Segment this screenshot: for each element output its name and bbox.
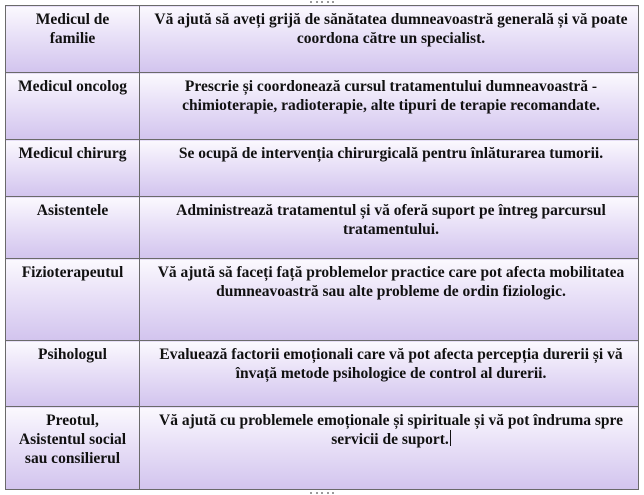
table-row (6, 73, 639, 140)
table-row (6, 6, 639, 73)
role-cell[interactable]: Preotul, Asistentul social sau consilierul (6, 407, 140, 490)
table-row (6, 197, 639, 259)
description-cell[interactable] (140, 407, 639, 490)
role-cell[interactable]: Asistentele (6, 197, 140, 259)
description-cell[interactable]: Vă ajută să faceți față problemelor practice care pot afecta mobilitatea dumneavoastră sau alte probleme de ordin fiziologic. (140, 259, 639, 341)
description-cell[interactable]: Administrează tratamentul și vă oferă suport pe întreg parcursul tratamentului. (140, 197, 639, 259)
table-resize-handle-top[interactable] (310, 0, 334, 4)
table-row (6, 407, 639, 490)
description-text: Vă ajută cu problemele emoționale și spirituale și vă pot îndruma spre servicii de suport. (159, 412, 623, 448)
table-row (6, 341, 639, 407)
role-cell[interactable]: Medicul oncolog (6, 73, 140, 140)
description-cell[interactable]: Vă ajută să aveți grijă de sănătatea dumneavoastră generală și vă poate coordona către un specialist. (140, 6, 639, 73)
text-cursor (450, 430, 451, 446)
role-cell[interactable]: Fizioterapeutul (6, 259, 140, 341)
table-row (6, 140, 639, 197)
role-cell[interactable]: Medicul de familie (6, 6, 140, 73)
role-cell[interactable]: Medicul chirurg (6, 140, 140, 197)
table-row (6, 259, 639, 341)
description-cell[interactable]: Evaluează factorii emoționali care vă pot afecta percepția durerii și vă învață metode psihologice de control al durerii. (140, 341, 639, 407)
table-resize-handle-bottom[interactable] (310, 491, 334, 495)
role-cell[interactable]: Psihologul (6, 341, 140, 407)
description-cell[interactable]: Prescrie și coordonează cursul tratamentului dumneavoastră - chimioterapie, radioterapie, alte tipuri de terapie recomandate. (140, 73, 639, 140)
description-cell[interactable]: Se ocupă de intervenția chirurgicală pentru înlăturarea tumorii. (140, 140, 639, 197)
care-team-table (5, 5, 639, 490)
